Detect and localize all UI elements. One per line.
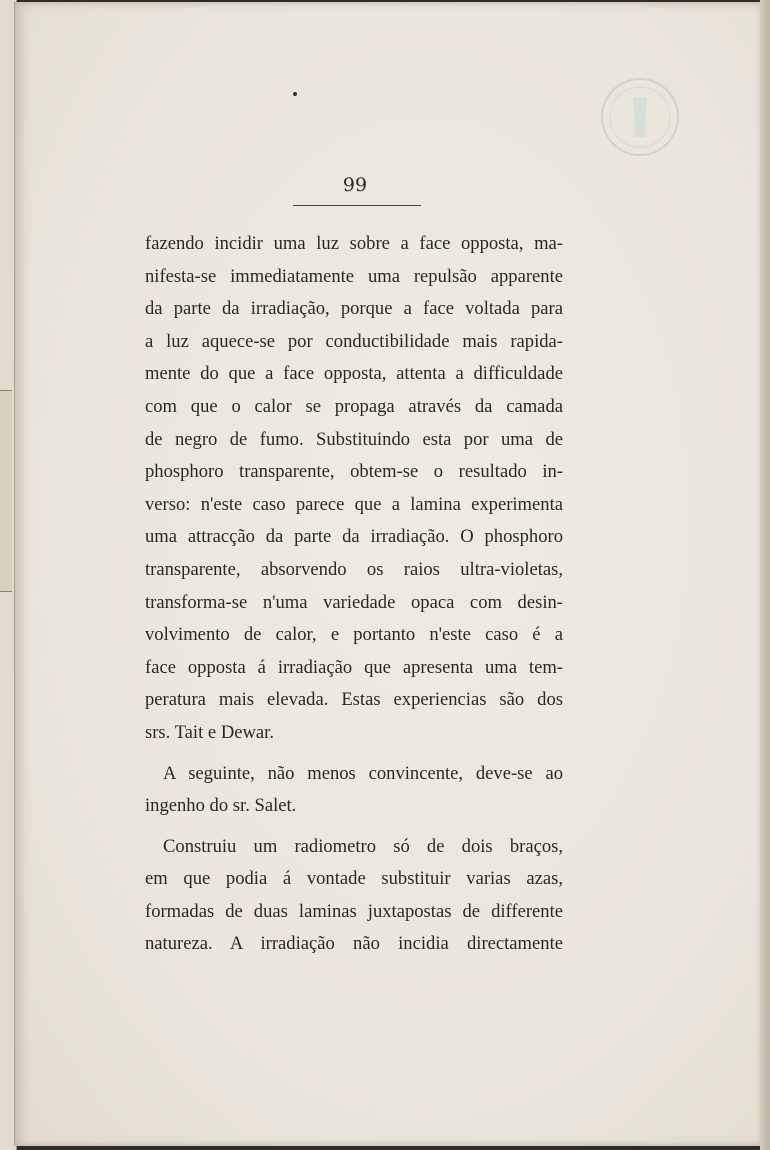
text-line: face opposta á irradiação que apresenta uma tem- xyxy=(145,656,563,678)
text-line: uma attracção da parte da irradiação. O phosphoro xyxy=(145,526,563,548)
book-page xyxy=(14,2,763,1146)
text-line: ingenho do sr. Salet. xyxy=(145,795,297,817)
text-line: transparente, absorvendo os raios ultra-violetas, xyxy=(145,558,563,580)
page-stack-edge xyxy=(760,0,770,1150)
text-line: da parte da irradiação, porque a face voltada para xyxy=(145,298,563,320)
text-line: em que podia á vontade substituir varias azas, xyxy=(145,868,563,890)
text-line: srs. Tait e Dewar. xyxy=(145,721,274,743)
text-line: peratura mais elevada. Estas experiencias são dos xyxy=(145,689,563,711)
text-line: volvimento de calor, e portanto n'este caso é a xyxy=(145,624,563,646)
text-line: A seguinte, não menos convincente, deve-se ao xyxy=(163,762,563,784)
text-line: verso: n'este caso parece que a lamina experimenta xyxy=(145,493,563,515)
text-line: phosphoro transparente, obtem-se o resultado in- xyxy=(145,461,563,483)
text-line: natureza. A irradiação não incidia directamente xyxy=(145,933,563,955)
library-stamp-icon xyxy=(595,72,685,162)
text-line: transforma-se n'uma variedade opaca com desin- xyxy=(145,591,563,613)
text-line: nifesta-se immediatamente uma repulsão apparente xyxy=(145,265,563,287)
header-rule xyxy=(293,205,421,206)
text-line: a luz aquece-se por conductibilidade mais rapida- xyxy=(145,330,563,352)
page-tab xyxy=(0,390,12,592)
text-line: formadas de duas laminas juxtapostas de differente xyxy=(145,900,563,922)
page-number: 99 xyxy=(342,174,368,196)
text-line: mente do que a face opposta, attenta a difficuldade xyxy=(145,363,563,385)
text-line: de negro de fumo. Substituindo esta por uma de xyxy=(145,428,563,450)
body-text xyxy=(145,228,563,961)
text-line: Construiu um radiometro só de dois braços, xyxy=(163,835,563,857)
text-line: com que o calor se propaga através da camada xyxy=(145,395,563,417)
text-line: fazendo incidir uma luz sobre a face opposta, ma- xyxy=(145,233,563,254)
ink-dot xyxy=(293,92,297,96)
